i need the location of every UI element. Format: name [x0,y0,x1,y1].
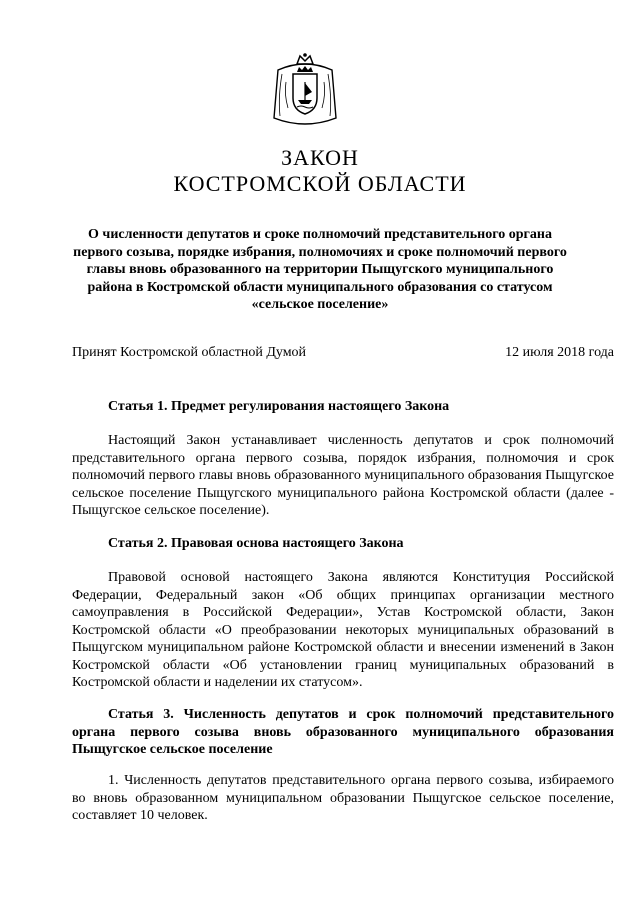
adopted-by: Принят Костромской областной Думой [72,345,307,360]
article-1-text: Настоящий Закон устанавливает численность депутатов и срок полномочий представительного органа первого созыва, порядок избрания, полномочия и срок полномочий первого главы вновь образованного муниципального образования Пыщугское сельское поселение Пыщугского муниципального района Костромской области (далее - Пыщугское сельское поселение). [72,433,614,518]
article-3-heading [72,706,614,759]
law-title-line-2: КОСТРОМСКОЙ ОБЛАСТИ [173,171,467,196]
article-1-heading: Статья 1. Предмет регулирования настоящего Закона [108,399,450,414]
article-3-heading-text: Статья 3. Численность депутатов и срок полномочий представительного органа первого созыва вновь образованного муниципального образования Пыщугское сельское поселение [72,707,614,757]
coat-of-arms-emblem-icon [270,52,340,130]
article-2-heading: Статья 2. Правовая основа настоящего Закона [108,536,404,551]
article-2-text: Правовой основой настоящего Закона являются Конституция Российской Федерации, Федеральный закон «Об общих принципах организации местного самоуправления в Российской Федерации», Устав Костромской области, Закон Костромской области «О преобразовании некоторых муниципальных образований в Пыщугском муниципальном районе Костромской области и внесении изменений в Закон Костромской области «Об установлении границ муниципальных образований в Костромской области и наделении их статусом». [72,570,614,690]
article-3-text: 1. Численность депутатов представительного органа первого созыва, избираемого во вновь образованном муниципальном образовании Пыщугское сельское поселение, составляет 10 человек. [72,773,614,823]
law-title-line-1: ЗАКОН [281,145,359,170]
law-subject: О численности депутатов и сроке полномочий представительного органа первого созыва, порядке избрания, полномочиях и сроке полномочий первого главы вновь образованного на территории Пыщугского муниципального района в Костромской области муниципального образования со статусом «сельское поселение» [73,227,567,312]
adoption-date: 12 июля 2018 года [505,345,614,360]
